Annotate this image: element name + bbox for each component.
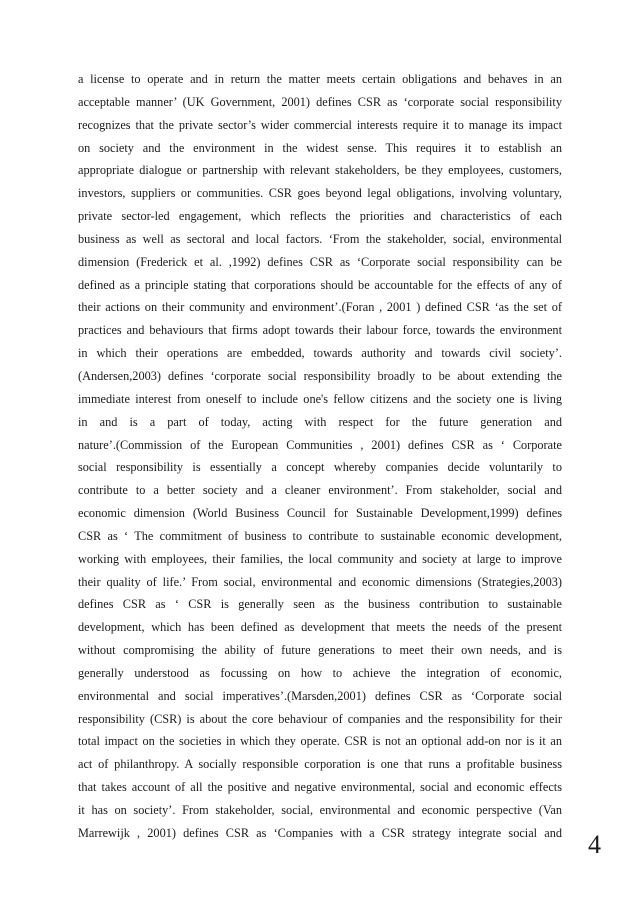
text-line: practices and behaviours that firms adopt towards their labour force, towards the environment [78,323,562,338]
text-line: environmental and social imperatives’.(Marsden,2001) defines CSR as ‘Corporate social [78,688,562,703]
text-line: their actions on their community and environment’.(Foran , 2001 ) defined CSR ‘as the set of [78,300,562,315]
text-line: on society and the environment in the widest sense. This requires it to establish an [78,140,562,155]
text-line: that takes account of all the positive and negative environmental, social and economic effects [78,780,562,795]
text-line: social responsibility is essentially a concept whereby companies decide voluntarily to [78,460,562,475]
text-line: investors, suppliers or communities. CSR goes beyond legal obligations, involving voluntary, [78,186,562,201]
text-line: in which their operations are embedded, towards authority and towards civil society’. [78,346,562,361]
text-line: act of philanthropy. A socially responsible corporation is one that runs a profitable business [78,757,562,772]
text-line: dimension (Frederick et al. ,1992) defines CSR as ‘Corporate social responsibility can be [78,254,562,269]
text-line: total impact on the societies in which they operate. CSR is not an optional add-on nor is it an [78,734,562,749]
text-line: CSR as ‘ The commitment of business to contribute to sustainable economic development, [78,528,562,543]
text-line: responsibility (CSR) is about the core behaviour of companies and the responsibility for their [78,711,562,726]
text-line: generally understood as focussing on how to achieve the integration of economic, [78,665,562,680]
text-line: Marrewijk , 2001) defines CSR as ‘Companies with a CSR strategy integrate social and [78,825,562,840]
text-line: without compromising the ability of future generations to meet their own needs, and is [78,643,562,658]
text-line: working with employees, their families, the local community and society at large to improve [78,551,562,566]
text-line: economic dimension (World Business Council for Sustainable Development,1999) defines [78,506,562,521]
text-line: in and is a part of today, acting with respect for the future generation and [78,414,562,429]
text-line: a license to operate and in return the matter meets certain obligations and behaves in an [78,72,562,86]
text-line: it has on society’. From stakeholder, social, environmental and economic perspective (Van [78,803,562,817]
text-line: contribute to a better society and a cleaner environment’. From stakeholder, social and [78,483,562,498]
text-line: recognizes that the private sector’s wider commercial interests require it to manage its impact [78,117,562,132]
text-line: business as well as sectoral and local factors. ‘From the stakeholder, social, environmental [78,231,562,246]
text-line: immediate interest from oneself to include one's fellow citizens and the society one is living [78,391,562,406]
text-line: private sector-led engagement, which reflects the priorities and characteristics of each [78,209,562,224]
text-line: their quality of life.’ From social, environmental and economic dimensions (Strategies,2003) [78,574,562,589]
text-line: defined as a principle stating that corporations should be accountable for the effects of any of [78,277,562,292]
text-line: acceptable manner’ (UK Government, 2001) defines CSR as ‘corporate social responsibility [78,94,562,109]
text-line: development, which has been defined as development that meets the needs of the present [78,620,562,635]
text-line: nature’.(Commission of the European Communities , 2001) defines CSR as ‘ Corporate [78,437,562,452]
body-paragraph [78,68,562,845]
page-number: 4 [588,830,601,859]
text-line: (Andersen,2003) defines ‘corporate social responsibility broadly to be about extending the [78,368,562,383]
text-line: defines CSR as ‘ CSR is generally seen as the business contribution to sustainable [78,597,562,612]
text-line: appropriate dialogue or partnership with relevant stakeholders, be they employees, customers, [78,163,562,178]
